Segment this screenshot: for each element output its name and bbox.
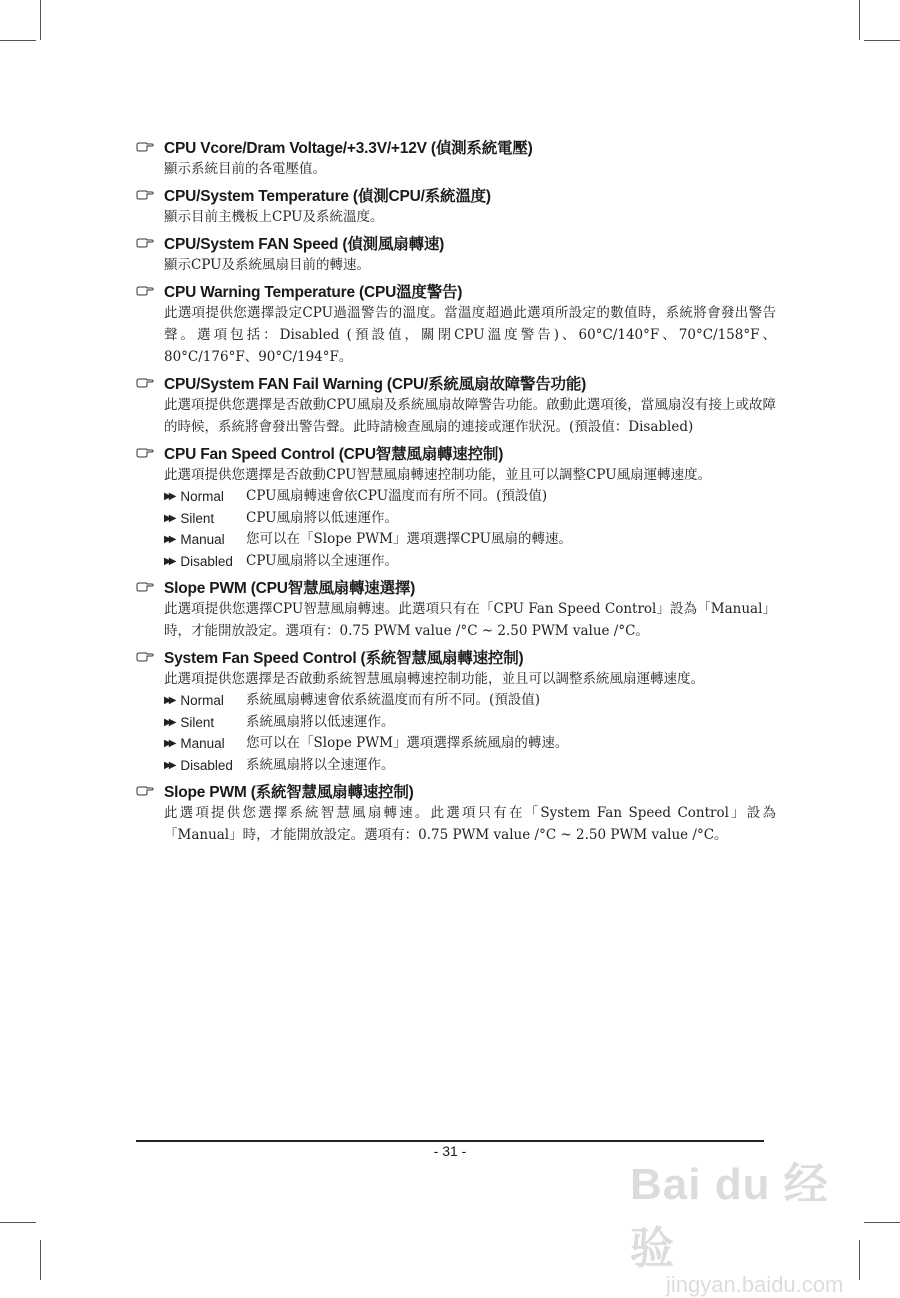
option-row	[164, 755, 776, 777]
option-text: CPU風扇將以低速運作。	[246, 509, 399, 526]
option-key	[164, 486, 246, 508]
section-description: 此選項提供您選擇CPU智慧風扇轉速。此選項只有在「CPU Fan Speed Control」設為「Manual」時，才能開放設定。選項有：0.75 PWM value /°C ~ 2.50 PWM value /°C。	[164, 601, 776, 639]
section-title-text: Slope PWM (系統智慧風扇轉速控制)	[164, 784, 414, 801]
section-title-text: CPU/System FAN Fail Warning (CPU/系統風扇故障警告功能)	[164, 376, 587, 393]
option-key	[164, 508, 246, 530]
double-arrow-icon: ▶▶	[164, 555, 174, 567]
option-text: 系統風扇將以全速運作。	[246, 756, 395, 773]
option-key-text: Silent	[180, 510, 215, 526]
pointing-hand-icon	[136, 285, 154, 297]
double-arrow-icon: ▶▶	[164, 716, 174, 728]
crop-mark	[859, 0, 860, 40]
double-arrow-icon: ▶▶	[164, 695, 174, 706]
double-arrow-icon: ▶▶	[164, 534, 174, 545]
option-row	[164, 733, 776, 755]
section-title	[136, 576, 776, 598]
option-text: 您可以在「Slope PWM」選項選擇系統風扇的轉速。	[246, 735, 569, 751]
section-title	[136, 372, 776, 394]
option-key	[164, 529, 246, 551]
pointing-hand-icon	[136, 237, 154, 249]
crop-mark	[864, 40, 900, 41]
section-title	[136, 646, 776, 668]
pointing-hand-icon	[136, 447, 154, 459]
option-key	[164, 712, 246, 734]
pointing-hand-icon	[136, 581, 154, 593]
option-key	[164, 755, 246, 777]
footer-rule	[136, 1140, 764, 1142]
double-arrow-icon: ▶▶	[164, 512, 174, 524]
crop-mark	[0, 1222, 36, 1223]
option-key-text: Silent	[180, 714, 215, 730]
section-description: 顯示CPU及系統風扇目前的轉速。	[164, 257, 371, 273]
double-arrow-icon: ▶▶	[164, 738, 174, 749]
option-text: 您可以在「Slope PWM」選項選擇CPU風扇的轉速。	[246, 531, 572, 547]
section-description: 顯示目前主機板上CPU及系統溫度。	[164, 209, 384, 225]
section-title-text: CPU/System FAN Speed (偵測風扇轉速)	[164, 236, 445, 253]
section-description: 此選項提供您選擇是否啟動CPU風扇及系統風扇故障警告功能。啟動此選項後，當風扇沒有接上或故障的時候，系統將會發出警告聲。此時請檢查風扇的連接或運作狀況。(預設值：Disabled)	[164, 397, 776, 435]
option-key-text: Disabled	[180, 553, 233, 569]
crop-mark	[859, 1240, 860, 1280]
section-title	[136, 280, 776, 302]
option-key	[164, 690, 246, 712]
option-key-text: Manual	[180, 736, 225, 751]
section-title-text: Slope PWM (CPU智慧風扇轉速選擇)	[164, 580, 416, 597]
option-row	[164, 551, 776, 573]
option-key-text: Normal	[180, 693, 224, 708]
option-text: CPU風扇將以全速運作。	[246, 552, 399, 569]
page-number: - 31 -	[433, 1143, 467, 1159]
baidu-watermark	[630, 1148, 850, 1297]
crop-mark	[864, 1222, 900, 1223]
section-description: 此選項提供您選擇設定CPU過溫警告的溫度。當溫度超過此選項所設定的數值時，系統將會發出警告聲。選項包括：Disabled (預設值，關閉CPU溫度警告)、60°C/140°F、70°C/158°F、80°C/176°F、90°C/194°F。	[164, 305, 776, 365]
section-title	[136, 780, 776, 802]
section-title-text: System Fan Speed Control (系統智慧風扇轉速控制)	[164, 650, 524, 667]
section-title	[136, 232, 776, 254]
option-key-text: Normal	[180, 489, 224, 504]
section-title-text: CPU Fan Speed Control (CPU智慧風扇轉速控制)	[164, 446, 504, 463]
crop-mark	[40, 1240, 41, 1280]
option-text: 系統風扇轉速會依系統溫度而有所不同。(預設值)	[246, 692, 541, 708]
option-key-text: Disabled	[180, 757, 233, 773]
watermark-logo: Bai du 经验	[630, 1160, 829, 1273]
watermark-url: jingyan.baidu.com	[666, 1272, 844, 1297]
option-row	[164, 690, 776, 712]
section-title	[136, 136, 776, 158]
pointing-hand-icon	[136, 141, 154, 153]
option-row	[164, 508, 776, 530]
option-key	[164, 551, 246, 573]
option-key-text: Manual	[180, 532, 225, 547]
section-title-text: CPU Warning Temperature (CPU溫度警告)	[164, 284, 463, 301]
option-text: 系統風扇將以低速運作。	[246, 713, 395, 730]
section-description: 此選項提供您選擇是否啟動系統智慧風扇轉速控制功能，並且可以調整系統風扇運轉速度。	[164, 671, 704, 687]
section-title-text: CPU/System Temperature (偵測CPU/系統溫度)	[164, 188, 491, 205]
double-arrow-icon: ▶▶	[164, 491, 174, 502]
pointing-hand-icon	[136, 785, 154, 797]
section-description: 顯示系統目前的各電壓值。	[164, 161, 326, 177]
section-description: 此選項提供您選擇是否啟動CPU智慧風扇轉速控制功能，並且可以調整CPU風扇運轉速度。	[164, 467, 712, 483]
section-description: 此選項提供您選擇系統智慧風扇轉速。此選項只有在「System Fan Speed Control」設為「Manual」時，才能開放設定。選項有：0.75 PWM value /°C ~ 2.50 PWM value /°C。	[164, 805, 776, 843]
manual-content	[136, 134, 776, 850]
crop-mark	[40, 0, 41, 40]
option-key	[164, 733, 246, 755]
option-row	[164, 486, 776, 508]
pointing-hand-icon	[136, 651, 154, 663]
option-row	[164, 712, 776, 734]
option-text: CPU風扇轉速會依CPU溫度而有所不同。(預設值)	[246, 488, 548, 504]
option-row	[164, 529, 776, 551]
section-title	[136, 442, 776, 464]
pointing-hand-icon	[136, 377, 154, 389]
section-title	[136, 184, 776, 206]
pointing-hand-icon	[136, 189, 154, 201]
section-title-text: CPU Vcore/Dram Voltage/+3.3V/+12V (偵測系統電壓)	[164, 140, 533, 157]
crop-mark	[0, 40, 36, 41]
double-arrow-icon: ▶▶	[164, 759, 174, 771]
